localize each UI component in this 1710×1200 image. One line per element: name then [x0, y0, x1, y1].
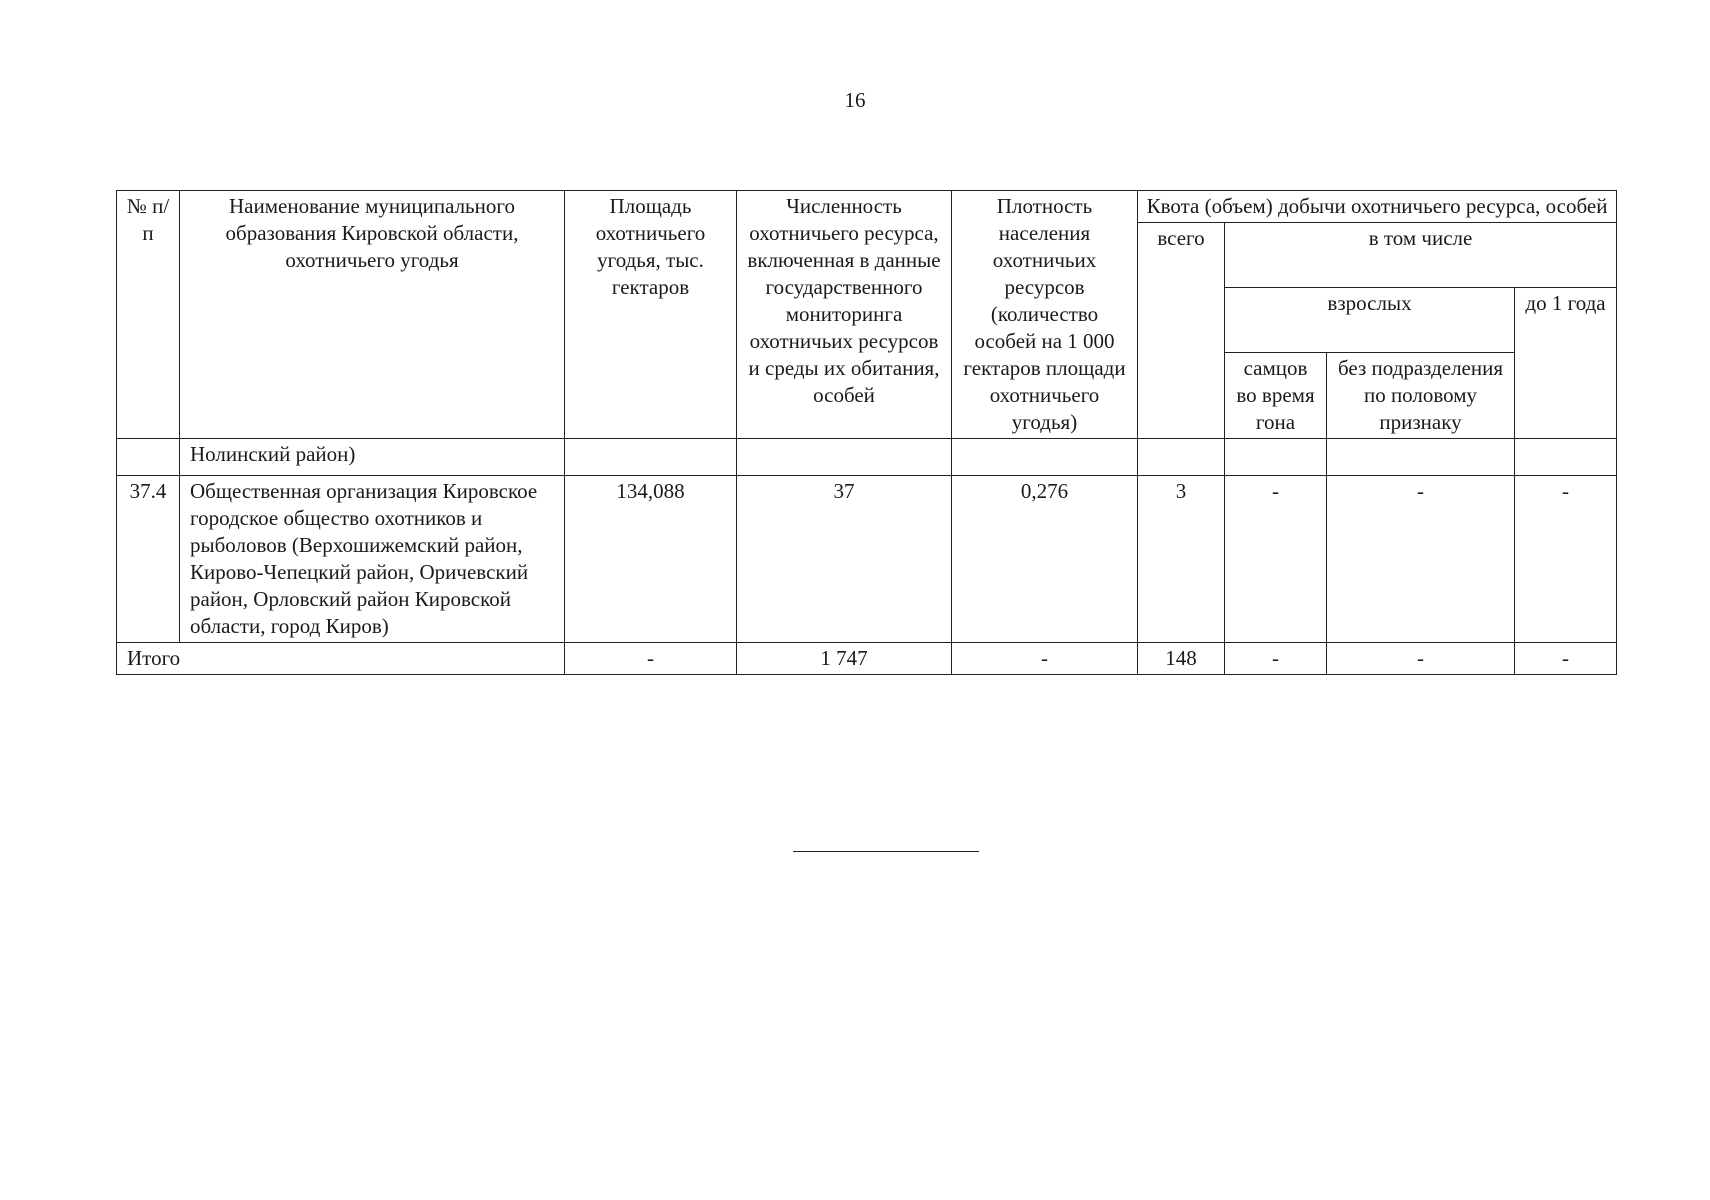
header-including: в том числе	[1225, 223, 1617, 288]
table-row	[117, 439, 1617, 476]
total-no-sex-split: -	[1327, 643, 1515, 675]
cell-no-sex-split: -	[1327, 476, 1515, 643]
cell-name: Нолинский район)	[180, 439, 565, 476]
total-under1: -	[1515, 643, 1617, 675]
cell-population	[737, 439, 952, 476]
header-area: Площадь охотничьего угодья, тыс. гектаров	[565, 191, 737, 439]
cell-num: 37.4	[117, 476, 180, 643]
cell-name: Общественная организация Кировское городское общество охотников и рыболовов (Верхошижемский район, Кирово-Чепецкий район, Оричевский район, Орловский район Кировской области, город Киров)	[180, 476, 565, 643]
total-total: 148	[1138, 643, 1225, 675]
cell-total	[1138, 439, 1225, 476]
header-quota: Квота (объем) добычи охотничьего ресурса, особей	[1138, 191, 1617, 223]
header-no-sex-split: без подразделения по половому признаку	[1327, 353, 1515, 439]
header-males-rut: самцов во время гона	[1225, 353, 1327, 439]
total-density: -	[952, 643, 1138, 675]
cell-area	[565, 439, 737, 476]
page-number: 16	[844, 88, 866, 112]
cell-no-sex-split	[1327, 439, 1515, 476]
header-adults: взрослых	[1225, 288, 1515, 353]
cell-population: 37	[737, 476, 952, 643]
end-divider-line	[793, 851, 979, 852]
cell-males-rut	[1225, 439, 1327, 476]
total-males-rut: -	[1225, 643, 1327, 675]
cell-num	[117, 439, 180, 476]
table-row	[117, 476, 1617, 643]
total-label: Итого	[117, 643, 565, 675]
total-row	[117, 643, 1617, 675]
cell-males-rut: -	[1225, 476, 1327, 643]
header-under1: до 1 года	[1515, 288, 1617, 439]
quota-table	[116, 190, 1617, 675]
cell-total: 3	[1138, 476, 1225, 643]
cell-density: 0,276	[952, 476, 1138, 643]
header-density: Плотность населения охотничьих ресурсов (количество особей на 1 000 гектаров площади охотничьего угодья)	[952, 191, 1138, 439]
quota-table-container	[116, 190, 1616, 675]
cell-under1: -	[1515, 476, 1617, 643]
total-area: -	[565, 643, 737, 675]
cell-area: 134,088	[565, 476, 737, 643]
header-population: Численность охотничьего ресурса, включенная в данные государственного мониторинга охотничьих ресурсов и среды их обитания, особей	[737, 191, 952, 439]
cell-density	[952, 439, 1138, 476]
header-row-1	[117, 191, 1617, 223]
header-num: № п/п	[117, 191, 180, 439]
cell-under1	[1515, 439, 1617, 476]
header-name: Наименование муниципального образования Кировской области, охотничьего угодья	[180, 191, 565, 439]
total-population: 1 747	[737, 643, 952, 675]
header-total: всего	[1138, 223, 1225, 439]
